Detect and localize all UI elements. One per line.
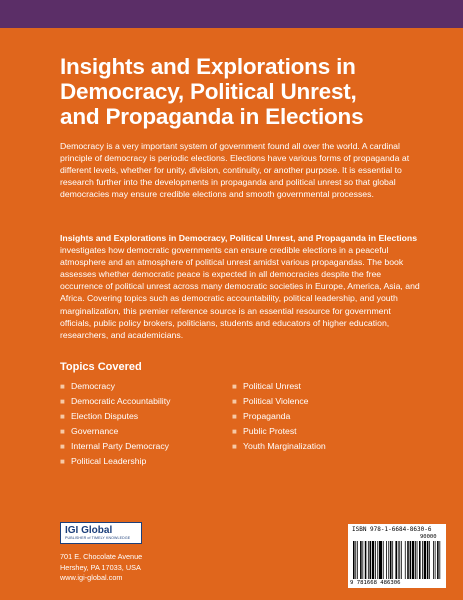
barcode-bar: [383, 541, 384, 579]
publisher-logo: [60, 522, 142, 544]
barcode-bar: [415, 541, 416, 579]
bullet-icon: ■: [232, 412, 237, 421]
barcode-bar: [370, 541, 372, 579]
topic-label: Election Disputes: [71, 411, 139, 421]
barcode-bar: [437, 541, 439, 579]
barcode-bar: [372, 541, 374, 579]
topic-item: [232, 379, 326, 394]
bullet-icon: ■: [232, 427, 237, 436]
barcode-bar: [386, 541, 387, 579]
topic-label: Political Violence: [243, 396, 309, 406]
bullet-icon: ■: [60, 382, 65, 391]
barcode-bar: [377, 541, 378, 579]
barcode-bar: [405, 541, 406, 579]
details-paragraph: [60, 232, 420, 341]
barcode-bar: [435, 541, 436, 579]
address-line: 701 E. Chocolate Avenue: [60, 552, 143, 561]
bullet-icon: ■: [60, 457, 65, 466]
price-code: 90000: [420, 534, 437, 540]
topic-item: [60, 409, 170, 424]
topic-item: [60, 424, 170, 439]
barcode-bar: [424, 541, 426, 579]
topic-label: Political Leadership: [71, 456, 147, 466]
topic-item: [60, 394, 170, 409]
barcode-bar: [433, 541, 434, 579]
isbn-number: ISBN 978-1-6684-8630-6: [352, 526, 432, 533]
barcode-icon: [352, 541, 442, 579]
barcode-digits: 9 781668 486306: [350, 580, 401, 586]
barcode-bar: [368, 541, 369, 579]
barcode-bar: [388, 541, 389, 579]
barcode-bar: [427, 541, 429, 579]
logo-wordmark: IGI Global: [65, 524, 113, 536]
barcode-bar: [412, 541, 414, 579]
book-title: [60, 54, 440, 129]
barcode-bar: [379, 541, 382, 579]
address-line: Hershey, PA 17033, USA: [60, 562, 141, 572]
bullet-icon: ■: [232, 382, 237, 391]
barcode-bar: [390, 541, 392, 579]
topic-label: Public Protest: [243, 426, 297, 436]
topic-item: [60, 379, 170, 394]
barcode-bar: [417, 541, 418, 579]
topic-item: [60, 454, 170, 469]
barcode-bar: [355, 541, 356, 579]
publisher-address: [60, 552, 142, 584]
title-line: Democracy, Political Unrest,: [60, 79, 357, 104]
bullet-icon: ■: [60, 397, 65, 406]
bullet-icon: ■: [60, 442, 65, 451]
intro-paragraph: Democracy is a very important system of government found all over the world. A cardinal principle of democracy is periodic elections. Elections have various forms of propaganda at different levels, whether for unity, division, continuity, or another purpose. It is essential to research further into the developments in propaganda and political unrest so that global democracies may ensure credible elections and smooth governmental processes.: [60, 141, 410, 200]
details-bold-title: Insights and Explorations in Democracy, Political Unrest, and Propaganda in Elections: [60, 233, 418, 243]
bullet-icon: ■: [60, 427, 65, 436]
topic-item: [232, 409, 326, 424]
bullet-icon: ■: [232, 442, 237, 451]
top-color-band: [0, 0, 463, 28]
logo-tagline: PUBLISHER of TIMELY KNOWLEDGE: [65, 535, 131, 540]
topic-item: [60, 439, 170, 454]
isbn-barcode: [348, 524, 446, 588]
barcode-bar: [392, 541, 393, 579]
details-text: investigates how democratic governments can ensure credible elections in a peaceful atmosphere and an atmosphere of political unrest amidst various propagandas. The book assesses whether democratic peace is expected in all democracies despite the free occurrence of political unrest across many democratic societies in Europe, America, Asia, and Africa. Covering topics such as democratic accountability, political leadership, and youth marginalization, this premier reference source is an essential resource for government officials, public policy brokers, politicians, students and educators of higher education, researchers, and academicians.: [60, 245, 420, 340]
topic-label: Democracy: [71, 381, 115, 391]
barcode-bar: [353, 541, 355, 579]
address-website: www.igi-global.com: [60, 573, 123, 582]
barcode-bar: [365, 541, 367, 579]
topic-label: Governance: [71, 426, 119, 436]
topic-item: [232, 424, 326, 439]
barcode-bar: [375, 541, 376, 579]
title-line: Insights and Explorations in: [60, 54, 356, 79]
topic-label: Political Unrest: [243, 381, 301, 391]
topic-label: Democratic Accountability: [71, 396, 171, 406]
topics-heading: Topics Covered: [60, 361, 142, 373]
barcode-bar: [357, 541, 358, 579]
barcode-bar: [422, 541, 423, 579]
barcode-bar: [398, 541, 399, 579]
barcode-bar: [399, 541, 400, 579]
barcode-bar: [439, 541, 440, 579]
topic-item: [232, 439, 326, 454]
topic-item: [232, 394, 326, 409]
barcode-bar: [360, 541, 362, 579]
bullet-icon: ■: [60, 412, 65, 421]
barcode-bar: [407, 541, 409, 579]
barcode-bar: [362, 541, 363, 579]
topics-list-left: [60, 379, 170, 469]
barcode-bar: [419, 541, 421, 579]
topic-label: Youth Marginalization: [243, 441, 326, 451]
topics-list-right: [232, 379, 326, 454]
barcode-bar: [401, 541, 402, 579]
barcode-bar: [429, 541, 430, 579]
barcode-bar: [410, 541, 412, 579]
topic-label: Internal Party Democracy: [71, 441, 170, 451]
topic-label: Propaganda: [243, 411, 291, 421]
bullet-icon: ■: [232, 397, 237, 406]
title-line: and Propaganda in Elections: [60, 104, 364, 129]
barcode-bar: [395, 541, 397, 579]
